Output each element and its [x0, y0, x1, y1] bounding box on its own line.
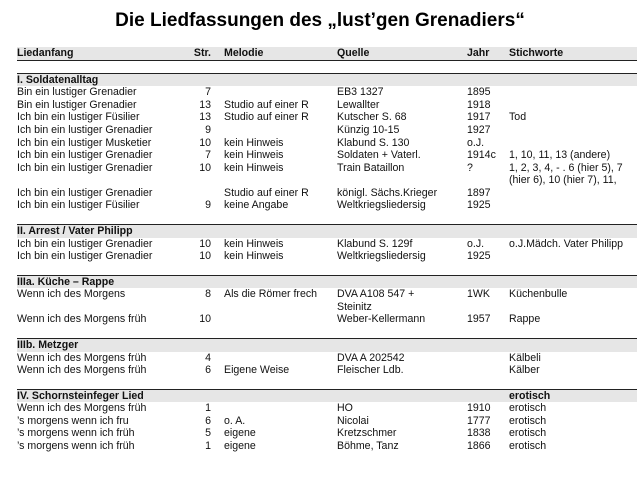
table-row [17, 199, 637, 212]
cell-lied: Wenn ich des Morgens früh [17, 351, 147, 364]
cell-stich: erotisch [509, 402, 547, 415]
cell-lied: Wenn ich des Morgens früh [17, 313, 147, 326]
cell-stich: Rappe [509, 313, 541, 326]
cell-melodie: Studio auf einer R [224, 98, 309, 111]
cell-str: 13 [199, 111, 211, 124]
cell-quelle: Lewallter [337, 98, 380, 111]
cell-jahr: 1927 [467, 123, 491, 136]
cell-lied: Ich bin ein lustiger Grenadier [17, 123, 153, 136]
cell-quelle: DVA A 202542 [337, 351, 405, 364]
cell-lied: ’s morgens wenn ich früh [17, 427, 135, 440]
table-row [17, 250, 637, 263]
cell-melodie: Studio auf einer R [224, 186, 309, 199]
cell-str: 13 [199, 98, 211, 111]
section-title: IIIb. Metzger [17, 338, 79, 351]
table-row [17, 137, 637, 150]
cell-str: 7 [205, 149, 211, 162]
cell-quelle: Weltkriegsliedersig [337, 199, 426, 212]
cell-lied: Ich bin ein lustiger Füsilier [17, 199, 140, 212]
cell-stich: Kälber [509, 364, 540, 377]
cell-jahr: 1914c [467, 149, 496, 162]
table-row [17, 402, 637, 415]
table-row [17, 352, 637, 365]
cell-stich: 1, 2, 3, 4, - . 6 (hier 5), 7 (hier 6), 10 (hier 7), 11, [509, 161, 623, 187]
cell-melodie: kein Hinweis [224, 161, 284, 174]
section-header [17, 224, 637, 238]
cell-melodie: eigene [224, 440, 256, 453]
cell-stich: Kälbeli [509, 351, 541, 364]
section-gap [17, 326, 637, 338]
section-header [17, 389, 637, 403]
cell-stich: o.J.Mädch. Vater Philipp [509, 237, 624, 250]
section-gap [17, 212, 637, 224]
table-row [17, 162, 637, 187]
section-header [17, 73, 637, 87]
cell-str: 10 [199, 237, 211, 250]
page-title: Die Liedfassungen des „lust’gen Grenadiers“ [115, 10, 525, 31]
section-title: I. Soldatenalltag [17, 73, 99, 86]
cell-quelle: EB3 1327 [337, 86, 384, 99]
cell-jahr: 1910 [467, 402, 491, 415]
cell-jahr: 1925 [467, 250, 491, 263]
cell-str: 10 [199, 250, 211, 263]
cell-str: 6 [205, 364, 211, 377]
header-str: Str. [193, 47, 211, 59]
cell-quelle: Soldaten + Vaterl. [337, 149, 421, 162]
table-row [17, 86, 637, 99]
cell-str: 10 [199, 313, 211, 326]
cell-melodie: keine Angabe [224, 199, 289, 212]
cell-str: 7 [205, 86, 211, 99]
table-row [17, 288, 637, 313]
cell-melodie: Studio auf einer R [224, 111, 309, 124]
cell-melodie: eigene [224, 427, 256, 440]
table-row [17, 124, 637, 137]
cell-jahr: 1838 [467, 427, 491, 440]
cell-melodie: kein Hinweis [224, 149, 284, 162]
table-row [17, 99, 637, 112]
section-gap [17, 377, 637, 389]
cell-jahr: o.J. [467, 136, 485, 149]
cell-stich: erotisch [509, 427, 547, 440]
cell-stich: erotisch [509, 414, 547, 427]
cell-melodie: Als die Römer frech [224, 288, 318, 301]
cell-quelle: Train Bataillon [337, 161, 405, 174]
cell-stich: 1, 10, 11, 13 (andere) [509, 149, 611, 162]
cell-str: 1 [205, 440, 211, 453]
section-gap [17, 263, 637, 275]
header-quelle: Quelle [337, 47, 370, 59]
header-liedanfang: Liedanfang [17, 47, 74, 59]
table-row [17, 440, 637, 453]
cell-stich: Tod [509, 111, 527, 124]
header-jahr: Jahr [467, 47, 490, 59]
cell-quelle: Weltkriegsliedersig [337, 250, 426, 263]
cell-quelle: Klabund S. 129f [337, 237, 413, 250]
cell-melodie: kein Hinweis [224, 250, 284, 263]
cell-quelle: Klabund S. 130 [337, 136, 410, 149]
cell-jahr: ? [467, 161, 473, 174]
section-stichwort: erotisch [509, 389, 551, 402]
cell-quelle: Fleischer Ldb. [337, 364, 404, 377]
cell-str: 9 [205, 199, 211, 212]
cell-jahr: 1917 [467, 111, 491, 124]
section-title: IIIa. Küche – Rappe [17, 275, 115, 288]
cell-lied: Ich bin ein lustiger Grenadier [17, 186, 153, 199]
cell-jahr: 1WK [467, 288, 490, 301]
cell-lied: Bin ein lustiger Grenadier [17, 86, 137, 99]
cell-lied: Wenn ich des Morgens früh [17, 364, 147, 377]
header-stichworte: Stichworte [509, 47, 564, 59]
section-header [17, 338, 637, 352]
cell-quelle: Böhme, Tanz [337, 440, 399, 453]
song-table [17, 47, 637, 453]
cell-quelle: Nicolai [337, 414, 369, 427]
cell-str: 8 [205, 288, 211, 301]
cell-lied: Wenn ich des Morgens früh [17, 402, 147, 415]
cell-lied: ’s morgens wenn ich früh [17, 440, 135, 453]
cell-jahr: 1897 [467, 186, 491, 199]
cell-melodie: Eigene Weise [224, 364, 290, 377]
cell-jahr: 1777 [467, 414, 491, 427]
cell-lied: ’s morgens wenn ich fru [17, 414, 129, 427]
cell-str: 10 [199, 136, 211, 149]
table-row [17, 427, 637, 440]
cell-jahr: 1866 [467, 440, 491, 453]
cell-lied: Ich bin ein lustiger Grenadier [17, 250, 153, 263]
cell-str: 10 [199, 161, 211, 174]
cell-quelle: Weber-Kellermann [337, 313, 426, 326]
cell-jahr: 1918 [467, 98, 491, 111]
cell-str: 1 [205, 402, 211, 415]
table-row [17, 149, 637, 162]
cell-jahr: 1925 [467, 199, 491, 212]
cell-lied: Ich bin ein lustiger Grenadier [17, 149, 153, 162]
cell-lied: Ich bin ein lustiger Musketier [17, 136, 152, 149]
section-header [17, 275, 637, 289]
cell-jahr: o.J. [467, 237, 485, 250]
table-row [17, 238, 637, 251]
cell-jahr: 1957 [467, 313, 491, 326]
table-row [17, 187, 637, 200]
cell-str: 5 [205, 427, 211, 440]
table-row [17, 364, 637, 377]
cell-lied: Bin ein lustiger Grenadier [17, 98, 137, 111]
cell-melodie: kein Hinweis [224, 136, 284, 149]
section-title: IV. Schornsteinfeger Lied [17, 389, 144, 402]
cell-lied: Ich bin ein lustiger Füsilier [17, 111, 140, 124]
cell-melodie: kein Hinweis [224, 237, 284, 250]
table-row [17, 415, 637, 428]
cell-str: 6 [205, 414, 211, 427]
cell-quelle: königl. Sächs.Krieger [337, 186, 438, 199]
cell-quelle: Kretzschmer [337, 427, 397, 440]
cell-stich: Küchenbulle [509, 288, 568, 301]
cell-str: 4 [205, 351, 211, 364]
header-melodie: Melodie [224, 47, 264, 59]
table-row [17, 313, 637, 326]
cell-melodie: o. A. [224, 414, 246, 427]
cell-lied: Wenn ich des Morgens [17, 288, 126, 301]
section-gap [17, 61, 637, 73]
cell-stich: erotisch [509, 440, 547, 453]
cell-lied: Ich bin ein lustiger Grenadier [17, 237, 153, 250]
section-title: II. Arrest / Vater Philipp [17, 224, 133, 237]
cell-quelle: Kutscher S. 68 [337, 111, 407, 124]
cell-jahr: 1895 [467, 86, 491, 99]
cell-lied: Ich bin ein lustiger Grenadier [17, 161, 153, 174]
cell-quelle: DVA A108 547 + Steinitz [337, 288, 415, 313]
cell-quelle: HO [337, 402, 353, 415]
cell-quelle: Künzig 10-15 [337, 123, 400, 136]
cell-str: 9 [205, 123, 211, 136]
table-header [17, 47, 637, 61]
table-row [17, 111, 637, 124]
